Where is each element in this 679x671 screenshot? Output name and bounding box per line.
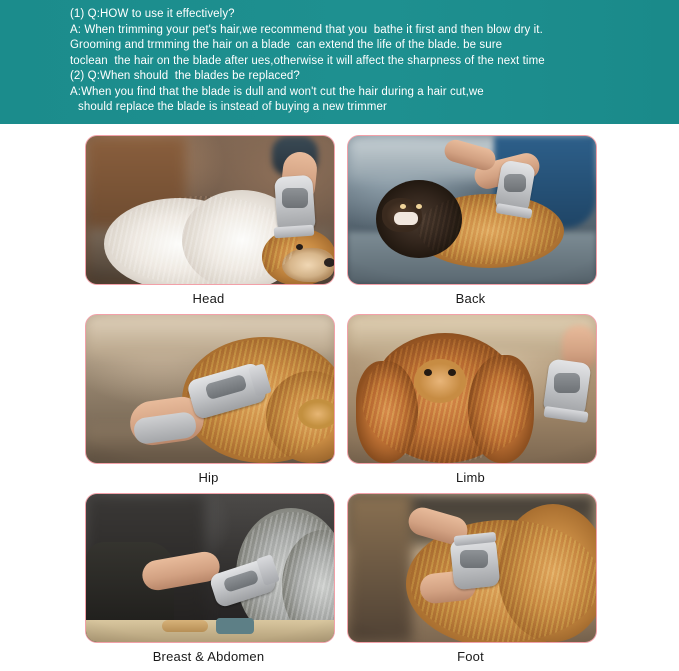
caption-foot: Foot (457, 649, 484, 664)
gallery-row (0, 493, 679, 664)
faq-line-4: toclean the hair on the blade after ues,otherwise it will affect the sharpness of the next time (70, 54, 545, 67)
caption-breast-abdomen: Breast & Abdomen (152, 649, 265, 664)
gallery-cell-hip (85, 314, 333, 485)
faq-line-5: (2) Q:When should the blades be replaced? (70, 70, 300, 82)
gallery-cell-head (85, 135, 333, 306)
gallery-cell-limb (347, 314, 595, 485)
faq-line-7: should replace the blade is instead of buying a new trimmer (78, 101, 387, 113)
caption-hip: Hip (198, 470, 219, 485)
faq-banner (0, 0, 679, 124)
gallery-cell-breast-abdomen (85, 493, 333, 664)
gallery-cell-foot (347, 493, 595, 664)
photo-back (347, 135, 597, 285)
faq-line-2: A: When trimming your pet's hair,we recommend that you bathe it first and then blow dry it. (70, 23, 543, 36)
gallery-cell-back (347, 135, 595, 306)
gallery-row (0, 314, 679, 485)
photo-foot (347, 493, 597, 643)
faq-line-1: (1) Q:HOW to use it effectively? (70, 8, 235, 20)
photo-hip (85, 314, 335, 464)
faq-line-3: Grooming and trmming the hair on a blade can extend the life of the blade. be sure (70, 39, 503, 51)
gallery-row (0, 135, 679, 306)
usage-gallery (0, 124, 679, 664)
photo-head (85, 135, 335, 285)
caption-limb: Limb (456, 470, 485, 485)
caption-back: Back (455, 291, 486, 306)
photo-limb (347, 314, 597, 464)
photo-breast-abdomen (85, 493, 335, 643)
faq-line-6: A:When you find that the blade is dull and won't cut the hair during a hair cut,we (70, 85, 484, 98)
caption-head: Head (192, 291, 225, 306)
